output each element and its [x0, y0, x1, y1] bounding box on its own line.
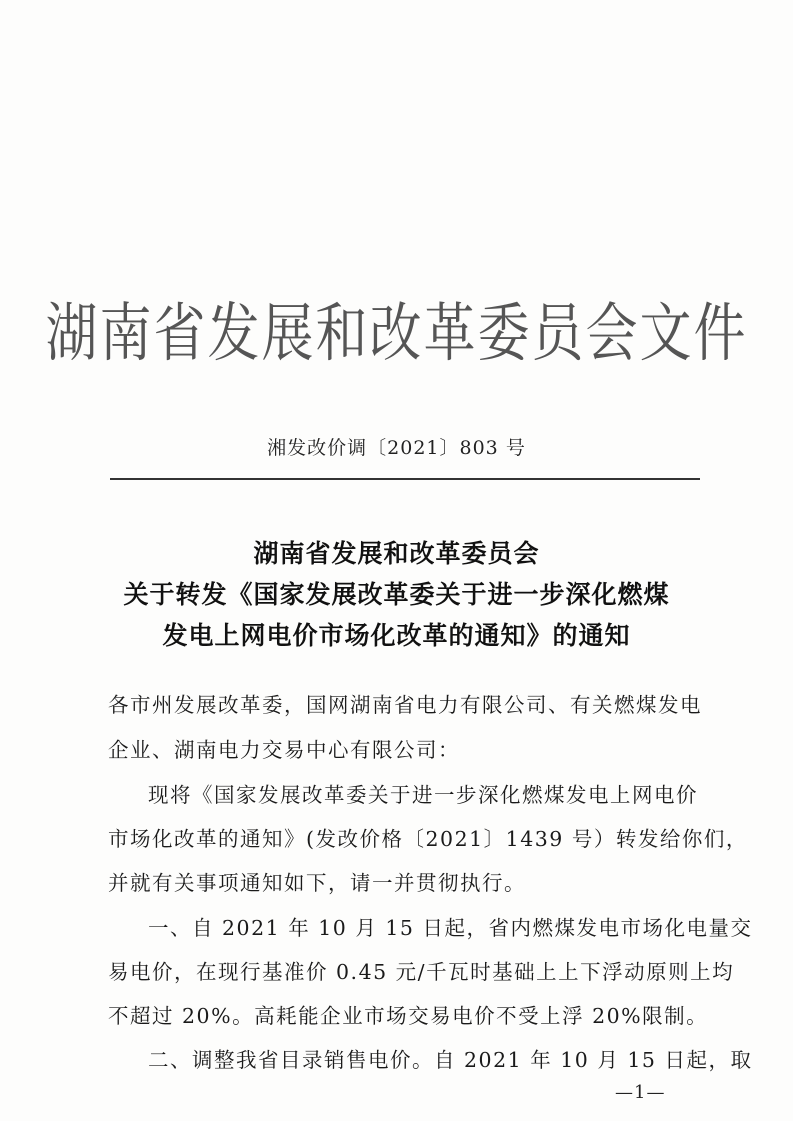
body-paragraph-3-line-1: 二、调整我省目录销售电价。自 2021 年 10 月 15 日起，取	[148, 1048, 753, 1072]
body-paragraph-2-line-1: 一、自 2021 年 10 月 15 日起，省内燃煤发电市场化电量交	[148, 916, 753, 940]
body-paragraph-1-line-3: 并就有关事项通知如下，请一并贯彻执行。	[108, 871, 526, 895]
addressee-line-2: 企业、湖南电力交易中心有限公司：	[108, 738, 460, 762]
title-line-2: 关于转发《国家发展改革委关于进一步深化燃煤	[123, 580, 670, 609]
page-number: —1—	[615, 1082, 666, 1103]
body-paragraph-1-line-2: 市场化改革的通知》(发改价格〔2021〕1439 号）转发给你们，	[108, 827, 748, 851]
document-masthead: 湖南省发展和改革委员会文件	[45, 297, 748, 372]
header-divider-line	[110, 478, 700, 480]
body-paragraph-2-line-3: 不超过 20%。高耗能企业市场交易电价不受上浮 20%限制。	[108, 1004, 709, 1028]
body-paragraph-2-line-2: 易电价，在现行基准价 0.45 元/千瓦时基础上上下浮动原则上均	[108, 960, 735, 984]
body-paragraph-1-line-1: 现将《国家发展改革委关于进一步深化燃煤发电上网电价	[148, 783, 698, 807]
document-number: 湘发改价调〔2021〕803 号	[267, 437, 526, 459]
addressee-line-1: 各市州发展改革委，国网湖南省电力有限公司、有关燃煤发电	[108, 693, 702, 717]
title-line-1: 湖南省发展和改革委员会	[253, 539, 540, 568]
title-line-3: 发电上网电价市场化改革的通知》的通知	[162, 621, 631, 650]
